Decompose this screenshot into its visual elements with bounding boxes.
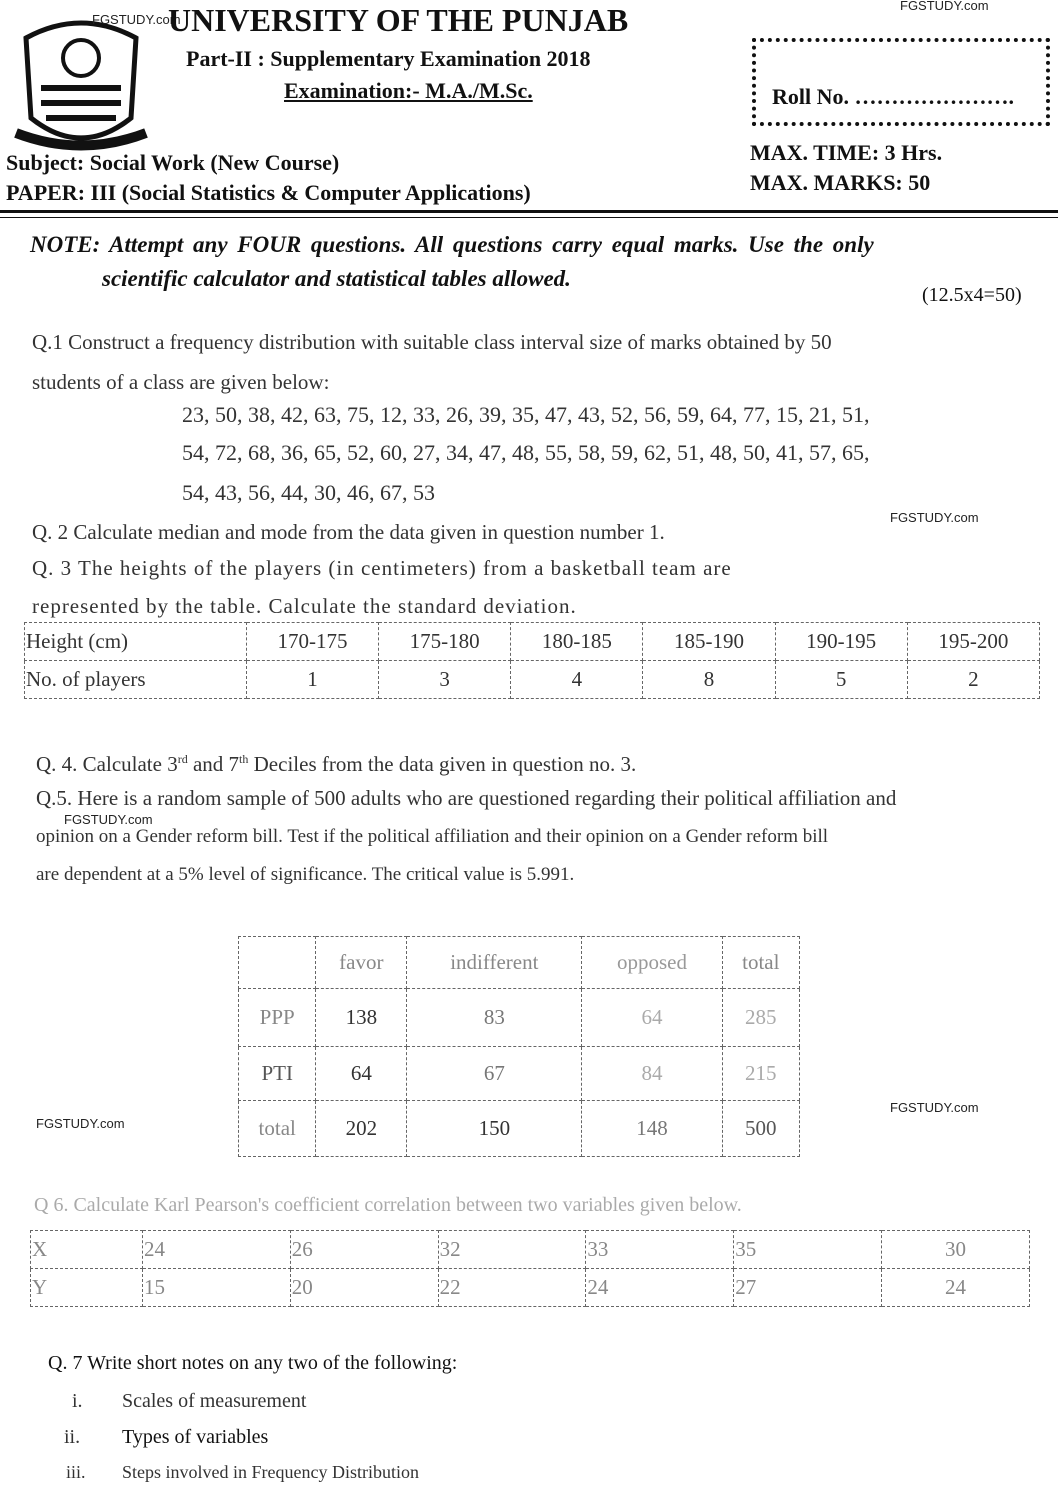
table-cell: 64	[582, 989, 722, 1047]
table-cell: 3	[379, 661, 511, 699]
q4-part: Q. 4. Calculate 3	[36, 752, 178, 776]
table-cell: 33	[586, 1231, 734, 1269]
q1-text: students of a class are given below:	[32, 370, 330, 394]
q3-text: represented by the table. Calculate the standard deviation.	[32, 594, 577, 618]
table-cell: total	[239, 1101, 316, 1157]
table-cell: favor	[316, 937, 407, 989]
q6-text: Q 6. Calculate Karl Pearson's coefficient correlation between two variables given below.	[34, 1194, 742, 1216]
table-cell: 8	[643, 661, 775, 699]
subject: Subject: Social Work (New Course)	[6, 150, 340, 175]
q5-text: opinion on a Gender reform bill. Test if the political affiliation and their opinion on a Gender reform bill	[36, 826, 829, 847]
contingency-table	[238, 936, 800, 1157]
table-cell: 215	[722, 1047, 799, 1101]
table-cell: 175-180	[379, 623, 511, 661]
table-cell: 170-175	[246, 623, 378, 661]
table-cell: 27	[734, 1269, 882, 1307]
table-cell: 285	[722, 989, 799, 1047]
exam-part: Part-II : Supplementary Examination 2018	[186, 46, 591, 71]
table-cell: 24	[586, 1269, 734, 1307]
q2-text: Q. 2 Calculate median and mode from the data given in question number 1.	[32, 520, 665, 544]
table-cell: PTI	[239, 1047, 316, 1101]
q4-part: Deciles from the data given in question no. 3.	[248, 752, 637, 776]
table-cell: 202	[316, 1101, 407, 1157]
q5-text: Q.5. Here is a random sample of 500 adults who are questioned regarding their political affiliation and	[36, 786, 897, 810]
list-marker: ii.	[64, 1426, 81, 1448]
table-cell: 148	[582, 1101, 722, 1157]
watermark: FGSTUDY.com	[92, 12, 181, 27]
watermark: FGSTUDY.com	[890, 510, 979, 525]
q4-part: and 7	[187, 752, 240, 776]
table-cell: 180-185	[511, 623, 643, 661]
table-cell: 26	[290, 1231, 438, 1269]
q1-data: 23, 50, 38, 42, 63, 75, 12, 33, 26, 39, 35, 47, 43, 52, 56, 59, 64, 77, 15, 21, 51,	[182, 402, 870, 427]
correlation-table	[30, 1230, 1030, 1307]
roll-no-field[interactable]: Roll No. ………………….	[772, 84, 1014, 109]
table-cell: 190-195	[775, 623, 907, 661]
q4-text	[36, 752, 636, 777]
table-cell: 83	[407, 989, 582, 1047]
table-cell: 1	[246, 661, 378, 699]
header-divider	[0, 210, 1058, 218]
q1-data: 54, 72, 68, 36, 65, 52, 60, 27, 34, 47, 48, 55, 58, 59, 62, 51, 48, 50, 41, 57, 65,	[182, 440, 870, 465]
q7-text: Q. 7 Write short notes on any two of the following:	[48, 1352, 458, 1374]
table-cell: No. of players	[25, 661, 247, 699]
table-cell	[239, 937, 316, 989]
watermark: FGSTUDY.com	[900, 0, 989, 13]
list-marker: i.	[72, 1390, 83, 1412]
table-cell: 24	[142, 1231, 290, 1269]
table-cell: 138	[316, 989, 407, 1047]
table-cell: opposed	[582, 937, 722, 989]
q1-text: Q.1 Construct a frequency distribution with suitable class interval size of marks obtained by 50	[32, 330, 832, 354]
table-cell: X	[31, 1231, 143, 1269]
table-cell: 67	[407, 1047, 582, 1101]
table-cell: PPP	[239, 989, 316, 1047]
table-cell: 30	[882, 1231, 1030, 1269]
table-cell: 24	[882, 1269, 1030, 1307]
table-cell: 500	[722, 1101, 799, 1157]
university-name: UNIVERSITY OF THE PUNJAB	[168, 2, 629, 38]
max-marks: MAX. MARKS: 50	[750, 170, 931, 195]
table-cell: 84	[582, 1047, 722, 1101]
table-cell: 2	[907, 661, 1039, 699]
table-cell: 32	[438, 1231, 586, 1269]
max-time: MAX. TIME: 3 Hrs.	[750, 140, 943, 165]
table-cell: 195-200	[907, 623, 1039, 661]
table-cell: total	[722, 937, 799, 989]
superscript: rd	[177, 752, 188, 766]
list-item: Steps involved in Frequency Distribution	[122, 1462, 419, 1482]
marks-distribution: (12.5x4=50)	[922, 284, 1022, 306]
list-marker: iii.	[66, 1462, 86, 1482]
paper: PAPER: III (Social Statistics & Computer Applications)	[6, 180, 531, 205]
table-cell: 150	[407, 1101, 582, 1157]
exam-name: Examination:- M.A./M.Sc.	[284, 78, 533, 103]
university-logo	[6, 8, 156, 158]
table-cell: indifferent	[407, 937, 582, 989]
table-cell: Y	[31, 1269, 143, 1307]
q3-text: Q. 3 The heights of the players (in centimeters) from a basketball team are	[32, 556, 732, 580]
list-item: Types of variables	[122, 1426, 269, 1448]
table-cell: 22	[438, 1269, 586, 1307]
watermark: FGSTUDY.com	[890, 1100, 979, 1115]
note-line-1: NOTE: Attempt any FOUR questions. All questions carry equal marks. Use the only	[30, 232, 874, 257]
list-item: Scales of measurement	[122, 1390, 307, 1412]
table-cell: 185-190	[643, 623, 775, 661]
table-cell: 5	[775, 661, 907, 699]
watermark: FGSTUDY.com	[64, 812, 153, 827]
table-cell: 15	[142, 1269, 290, 1307]
roll-no-box	[752, 38, 1050, 126]
note-line-2: scientific calculator and statistical tables allowed.	[102, 266, 571, 291]
watermark: FGSTUDY.com	[36, 1116, 125, 1131]
heights-table	[24, 622, 1040, 699]
q1-data: 54, 43, 56, 44, 30, 46, 67, 53	[182, 480, 435, 505]
table-cell: 4	[511, 661, 643, 699]
table-cell: 64	[316, 1047, 407, 1101]
superscript: th	[239, 752, 249, 766]
table-cell: 20	[290, 1269, 438, 1307]
table-cell: Height (cm)	[25, 623, 247, 661]
table-cell: 35	[734, 1231, 882, 1269]
q5-text: are dependent at a 5% level of significance. The critical value is 5.991.	[36, 864, 575, 885]
